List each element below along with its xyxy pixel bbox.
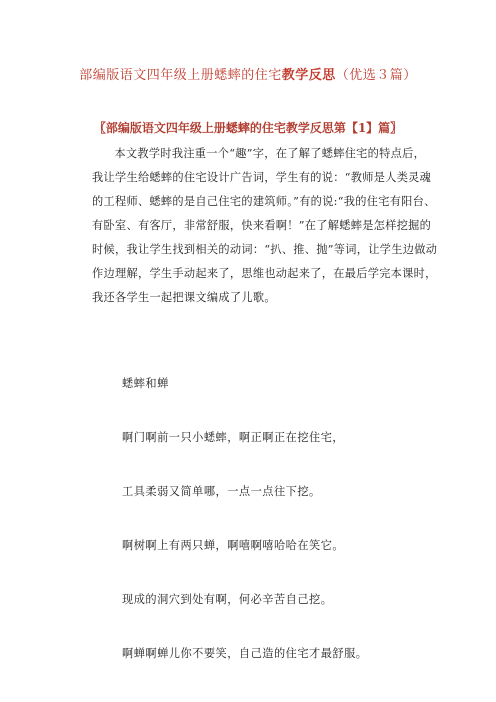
poem-line: 工具柔弱又简单哪，一点一点往下挖。 — [122, 485, 321, 498]
poem-line: 啊蝉啊蝉儿你不要笑，自己造的住宅才最舒服。 — [122, 647, 368, 660]
paragraph-line: 本文教学时我注重一个“趣”字，在了解了蟋蟀住宅的特点后， — [114, 147, 426, 160]
document-title — [0, 64, 496, 83]
paragraph-line: 我让学生给蟋蟀的住宅设计广告词，学生有的说：“教师是人类灵魂 — [92, 171, 432, 184]
section-heading: 〖部编版语文四年级上册蟋蟀的住宅教学反思第【1】篇〗 — [93, 121, 403, 135]
title-suffix: （优选３篇） — [335, 68, 417, 83]
poem-line: 啊树啊上有两只蝉，啊嘻啊嘻哈哈在笑它。 — [122, 539, 345, 552]
paragraph-line: 有卧室、有客厅，非常舒服，快来看啊！”在了解蟋蟀是怎样挖掘的 — [92, 219, 432, 232]
poem-title: 蟋蟀和蝉 — [122, 377, 169, 390]
paragraph-line: 我还各学生一起把课文编成了儿歌。 — [92, 291, 276, 304]
poem-line: 啊门啊前一只小蟋蟀，啊正啊正在挖住宅， — [122, 431, 345, 444]
paragraph-line: 的工程师、蟋蟀的是自己住宅的建筑师。”有的说:“我的住宅有阳台、 — [92, 195, 436, 208]
title-prefix: 部编版语文四年级上册蟋蟀的住宅 — [79, 68, 282, 83]
body-paragraph — [92, 142, 438, 310]
paragraph-line: 作边理解，学生手动起来了，思维也动起来了，在最后学完本课时， — [92, 267, 437, 280]
paragraph-line: 时候，我让学生找到相关的动词：“扒、推、抛”等词，让学生边做动 — [92, 243, 438, 256]
title-bold: 教学反思 — [281, 68, 336, 83]
poem-line: 现成的洞穴到处有啊，何必辛苦自己挖。 — [122, 593, 333, 606]
